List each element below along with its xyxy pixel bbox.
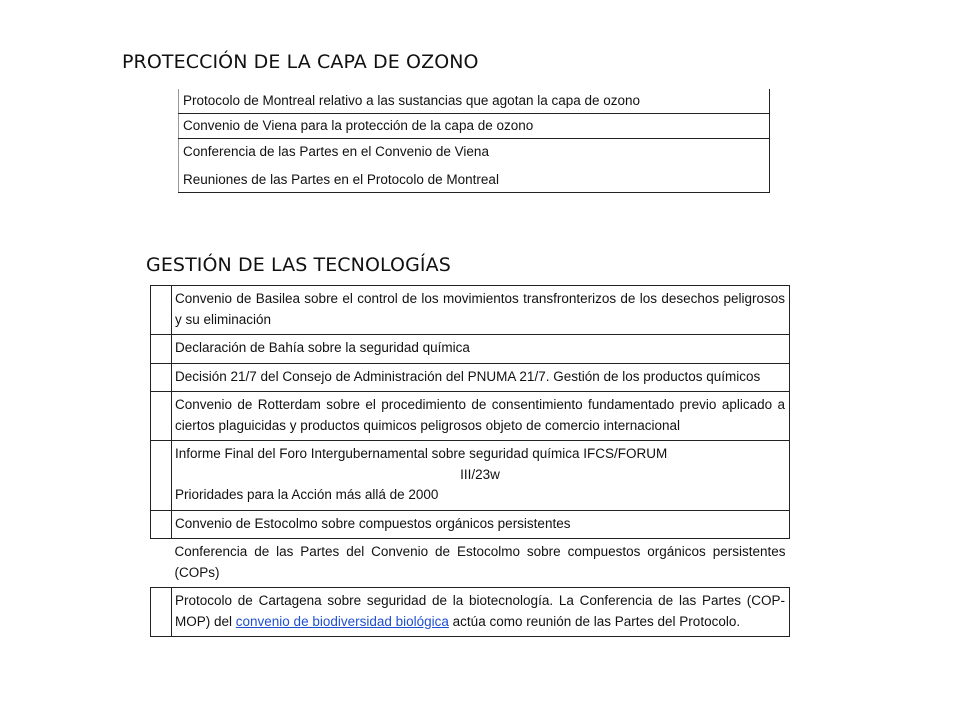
row-marker-cell xyxy=(151,441,172,511)
cell-line: Prioridades para la Acción más allá de 2000 xyxy=(175,487,439,502)
table-row xyxy=(179,139,770,193)
cell-line: Informe Final del Foro Intergubernamental sobre seguridad química IFCS/FORUM xyxy=(175,446,668,461)
row-marker-cell xyxy=(151,588,172,637)
cell-text: Protocolo de Cartagena sobre seguridad de la biotecnología. La Conferencia de las Partes (COP-MOP) del xyxy=(175,593,785,629)
table-row xyxy=(151,510,790,539)
ozone-table xyxy=(178,89,770,193)
table-row xyxy=(151,335,790,364)
table-cell xyxy=(172,588,790,637)
row-marker-cell xyxy=(151,539,172,588)
row-marker-cell xyxy=(151,335,172,364)
table-row xyxy=(151,286,790,335)
table-cell xyxy=(179,139,770,193)
table-cell: Convenio de Viena para la protección de la capa de ozono xyxy=(179,114,770,139)
row-marker-cell xyxy=(151,510,172,539)
table-cell: Convenio de Basilea sobre el control de los movimientos transfronterizos de los desechos peligrosos y su eliminación xyxy=(172,286,790,335)
biodiversity-convention-link[interactable]: convenio de biodiversidad biológica xyxy=(235,613,449,629)
table-row xyxy=(151,441,790,511)
table-row xyxy=(151,539,790,588)
table-cell: Convenio de Estocolmo sobre compuestos orgánicos persistentes xyxy=(172,510,790,539)
table-row xyxy=(151,392,790,441)
table-row xyxy=(179,114,770,139)
table-cell: Protocolo de Montreal relativo a las sustancias que agotan la capa de ozono xyxy=(179,89,770,114)
cell-line: III/23w xyxy=(460,466,500,482)
cell-text: actúa como reunión de las Partes del Protocolo. xyxy=(448,613,741,629)
row-marker-cell xyxy=(151,286,172,335)
table-cell: Convenio de Rotterdam sobre el procedimiento de consentimiento fundamentado previo aplicado a ciertos plaguicidas y productos quimicos peligrosos objeto de comercio internacional xyxy=(172,392,790,441)
row-marker-cell xyxy=(151,363,172,392)
row-marker-cell xyxy=(151,392,172,441)
technology-section-title: GESTIÓN DE LAS TECNOLOGÍAS xyxy=(146,254,451,276)
table-row xyxy=(151,588,790,637)
table-row xyxy=(179,89,770,114)
table-cell: Decisión 21/7 del Consejo de Administración del PNUMA 21/7. Gestión de los productos químicos xyxy=(172,363,790,392)
technology-table xyxy=(150,285,790,637)
table-cell: Declaración de Bahía sobre la seguridad química xyxy=(172,335,790,364)
cell-line: Conferencia de las Partes en el Convenio de Viena xyxy=(183,144,489,159)
table-row xyxy=(151,363,790,392)
table-cell xyxy=(172,441,790,511)
ozone-section-title: PROTECCIÓN DE LA CAPA DE OZONO xyxy=(122,51,479,73)
table-cell: Conferencia de las Partes del Convenio de Estocolmo sobre compuestos orgánicos persistentes (COPs) xyxy=(174,544,786,580)
cell-line: Reuniones de las Partes en el Protocolo de Montreal xyxy=(183,172,499,187)
